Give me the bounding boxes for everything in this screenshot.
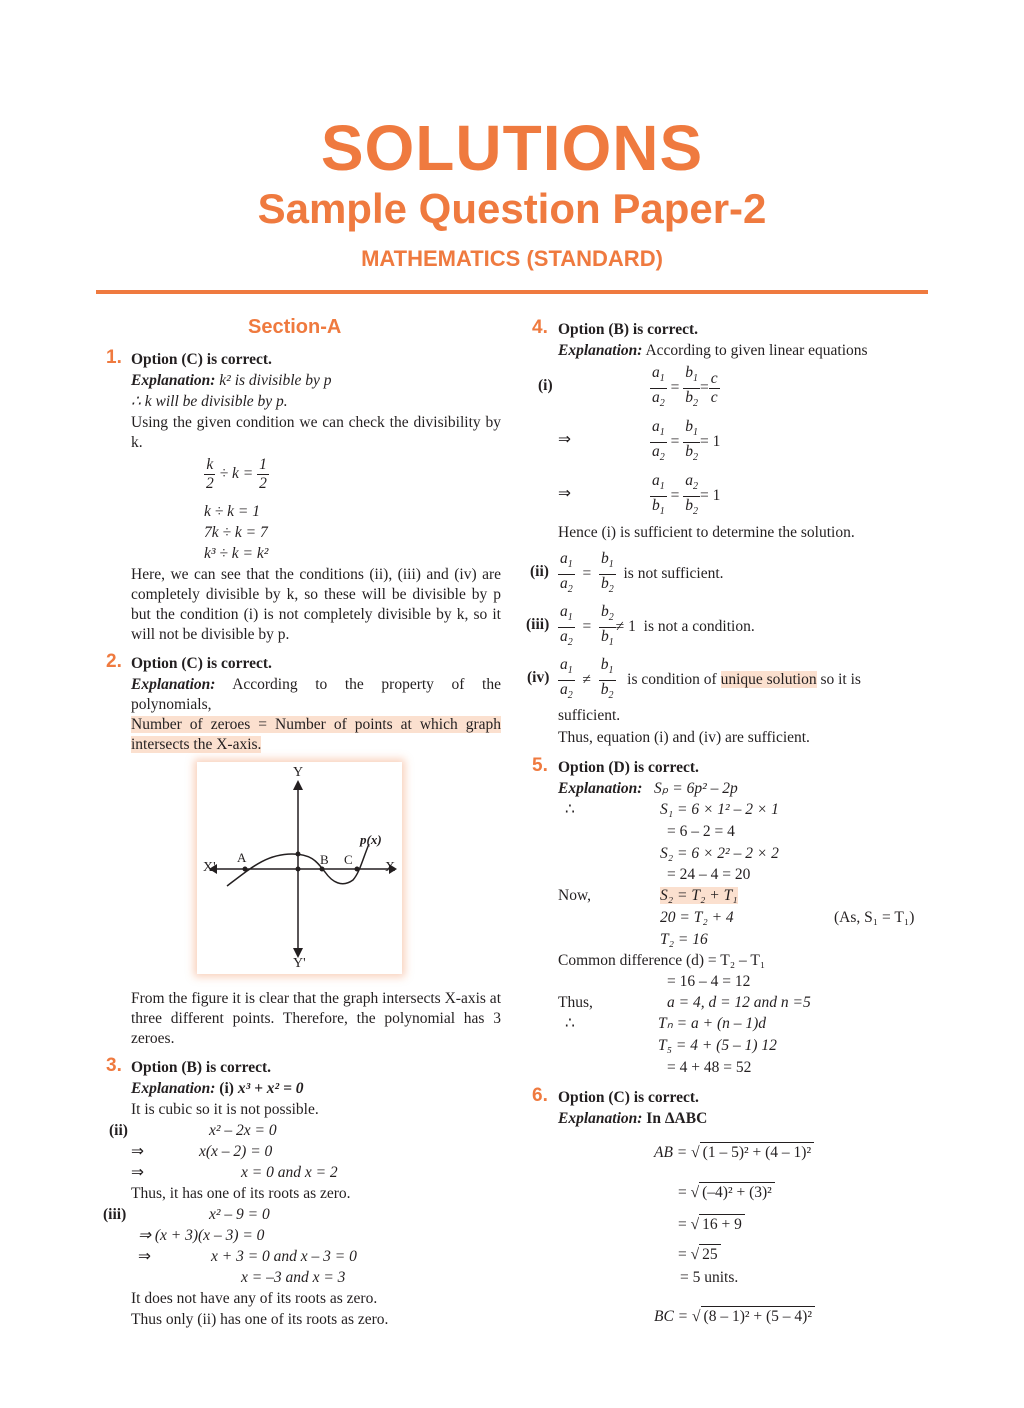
q3-explanation: Explanation: (i) x³ + x² = 0 <box>131 1080 304 1097</box>
graph-curve-label: p(x) <box>360 832 382 847</box>
q1-paragraph: Here, we can see that the conditions (ii), (iii) and (iv) are completely divisible by k, so these will be divisible by p but the condition (i) is not completely divisible by k, so it will not be divisible by p. <box>131 566 501 643</box>
q5-line7-note: (As, S₁ = T₁) <box>834 909 915 926</box>
q3-ii-eq1: x² – 2x = 0 <box>209 1122 277 1139</box>
q1-number: 1. <box>106 347 122 368</box>
page-subtitle: Sample Question Paper-2 <box>257 185 767 232</box>
q3-ii-eq2: x(x – 2) = 0 <box>199 1143 273 1160</box>
q3-iii-eq4: x = –3 and x = 3 <box>241 1269 346 1286</box>
q4-arrow2: ⇒ <box>558 485 571 502</box>
q5-line5: = 24 – 4 = 20 <box>667 866 751 883</box>
q5-line8: T₂ = 16 <box>660 931 708 948</box>
q4-number: 4. <box>532 317 548 338</box>
q6-ab-line2: = √ (–4)² + (3)² <box>678 1182 775 1203</box>
q5-line13: T₅ = 4 + (5 – 1) 12 <box>658 1037 777 1054</box>
q5-line3: = 6 – 2 = 4 <box>667 823 735 840</box>
q2-number: 2. <box>106 651 122 672</box>
q5-number: 5. <box>532 755 548 776</box>
q3-end2: Thus only (ii) has one of its roots as zero. <box>131 1311 389 1328</box>
polynomial-graph <box>197 762 402 974</box>
q3-ii-label: (ii) <box>109 1122 128 1139</box>
q3-iii-arrow: ⇒ <box>138 1248 151 1265</box>
q5-line12: Tₙ = a + (n – 1)d <box>658 1015 767 1032</box>
q6-option: Option (C) is correct. <box>558 1089 699 1106</box>
graph-point-b: B <box>320 852 329 867</box>
section-heading: Section-A <box>248 316 342 338</box>
q3-iii-label: (iii) <box>103 1206 127 1223</box>
q2-option: Option (C) is correct. <box>131 655 272 672</box>
graph-point-a: A <box>237 850 247 865</box>
q3-iii-eq3: x + 3 = 0 and x – 3 = 0 <box>211 1248 357 1265</box>
q4-i-eq3: $\frac{a_1}{b_1}$ = $\frac{a_2}{b_2}$ = 1 <box>652 472 721 518</box>
q5-line14: = 4 + 48 = 52 <box>667 1059 752 1076</box>
q3-ii-text: Thus, it has one of its roots as zero. <box>131 1185 351 1202</box>
graph-y-label: Y <box>293 765 304 780</box>
q4-iv-eq: $\frac{a_1}{a_2}$ ≠ $\frac{b_1}{b_2}$ is condition of unique solution so it is <box>560 656 861 702</box>
q4-option: Option (B) is correct. <box>558 321 699 338</box>
q4-explanation: Explanation: According to given linear equations <box>558 342 868 359</box>
subject-heading: MATHEMATICS (STANDARD) <box>361 246 663 271</box>
q4-arrow1: ⇒ <box>558 431 571 448</box>
q6-bc-line1: BC = √ (8 – 1)² + (5 – 4)² <box>654 1306 815 1327</box>
header-divider <box>96 290 928 294</box>
q6-number: 6. <box>532 1085 548 1106</box>
q1-line2: ∴ k will be divisible by p. <box>131 393 288 410</box>
q4-sufficient: sufficient. <box>558 707 621 724</box>
graph-y2-label: Y' <box>293 956 306 971</box>
q5-therefore2: ∴ <box>565 1015 575 1032</box>
q4-iii-label: (iii) <box>526 616 550 633</box>
graph-x2-label: X' <box>203 860 216 875</box>
q5-option: Option (D) is correct. <box>558 759 699 776</box>
q3-i-text: It is cubic so it is not possible. <box>131 1101 319 1118</box>
q4-i-eq2: $\frac{a_1}{a_2}$ = $\frac{b_1}{b_2}$ = 1 <box>652 418 721 464</box>
q5-line9: Common difference (d) = T₂ – T₁ <box>558 952 766 969</box>
q6-explanation: Explanation: In ΔABC <box>558 1110 708 1127</box>
q5-explanation: Explanation: Sₚ = 6p² – 2p <box>558 780 738 797</box>
q3-ii-eq3: x = 0 and x = 2 <box>241 1164 338 1181</box>
q1-eq3: 7k ÷ k = 7 <box>204 524 268 541</box>
q4-iii-eq: $\frac{a_1}{a_2}$ = $\frac{b_2}{b_1}$ ≠ 1 is not a condition. <box>560 603 755 649</box>
graph-point-c: C <box>344 852 353 867</box>
q3-end1: It does not have any of its roots as zero. <box>131 1290 378 1307</box>
q4-thus: Thus, equation (i) and (iv) are sufficient. <box>558 729 810 746</box>
q5-line4: S₂ = 6 × 2² – 2 × 2 <box>660 845 779 862</box>
q4-i-label: (i) <box>538 377 553 394</box>
q5-line2: S₁ = 6 × 1² – 2 × 1 <box>660 801 779 818</box>
q1-eq4: k³ ÷ k = k² <box>204 545 269 562</box>
q6-ab-line5: = 5 units. <box>680 1269 739 1286</box>
graph-x-label: X <box>385 860 396 875</box>
q1-explanation: Explanation: k² is divisible by p <box>131 372 332 389</box>
q4-i-eq1: $\frac{a_1}{a_2}$ = $\frac{b_1}{b_2}$ = $\frac{c}{c}$ <box>652 364 718 410</box>
q5-line11: a = 4, d = 12 and n =5 <box>667 994 811 1011</box>
q3-ii-arrow1: ⇒ <box>131 1143 144 1160</box>
q5-line10: = 16 – 4 = 12 <box>667 973 751 990</box>
q2-paragraph: From the figure it is clear that the graph intersects X-axis at three different points. Therefore, the polynomial has 3 zeroes. <box>131 990 501 1047</box>
q5-line6: S₂ = T₂ + T₁ <box>660 887 738 904</box>
q4-iv-label: (iv) <box>527 669 550 686</box>
q1-eq1: $\frac{k}{2}$ ÷ k = $\frac{1}{2}$ <box>206 456 267 492</box>
q5-thus: Thus, <box>558 994 593 1011</box>
q4-ii-label: (ii) <box>530 563 549 580</box>
q1-line3: Using the given condition we can check the divisibility by k. <box>131 414 501 451</box>
q3-iii-eq2: ⇒ (x + 3)(x – 3) = 0 <box>138 1227 265 1244</box>
q5-therefore: ∴ <box>565 801 575 818</box>
q4-ii-eq: $\frac{a_1}{a_2}$ = $\frac{b_1}{b_2}$ is not sufficient. <box>560 550 724 596</box>
q2-highlight: Number of zeroes = Number of points at which graph intersects the X-axis. <box>131 716 501 753</box>
q3-number: 3. <box>106 1055 122 1076</box>
q3-option: Option (B) is correct. <box>131 1059 272 1076</box>
q5-now: Now, <box>558 887 592 904</box>
q6-ab-line4: = √ 25 <box>678 1244 721 1265</box>
q4-hence: Hence (i) is sufficient to determine the solution. <box>558 524 855 541</box>
page-title: SOLUTIONS <box>320 112 704 184</box>
q2-explanation: Explanation: According to the property of the polynomials, <box>131 676 501 713</box>
q6-ab-line3: = √ 16 + 9 <box>678 1214 745 1235</box>
q3-ii-arrow2: ⇒ <box>131 1164 144 1181</box>
q5-line7: 20 = T₂ + 4 <box>660 909 734 926</box>
q1-option: Option (C) is correct. <box>131 351 272 368</box>
q6-ab-line1: AB = √ (1 – 5)² + (4 – 1)² <box>654 1142 814 1163</box>
q1-eq2: k ÷ k = 1 <box>204 503 260 520</box>
q3-iii-eq1: x² – 9 = 0 <box>209 1206 270 1223</box>
